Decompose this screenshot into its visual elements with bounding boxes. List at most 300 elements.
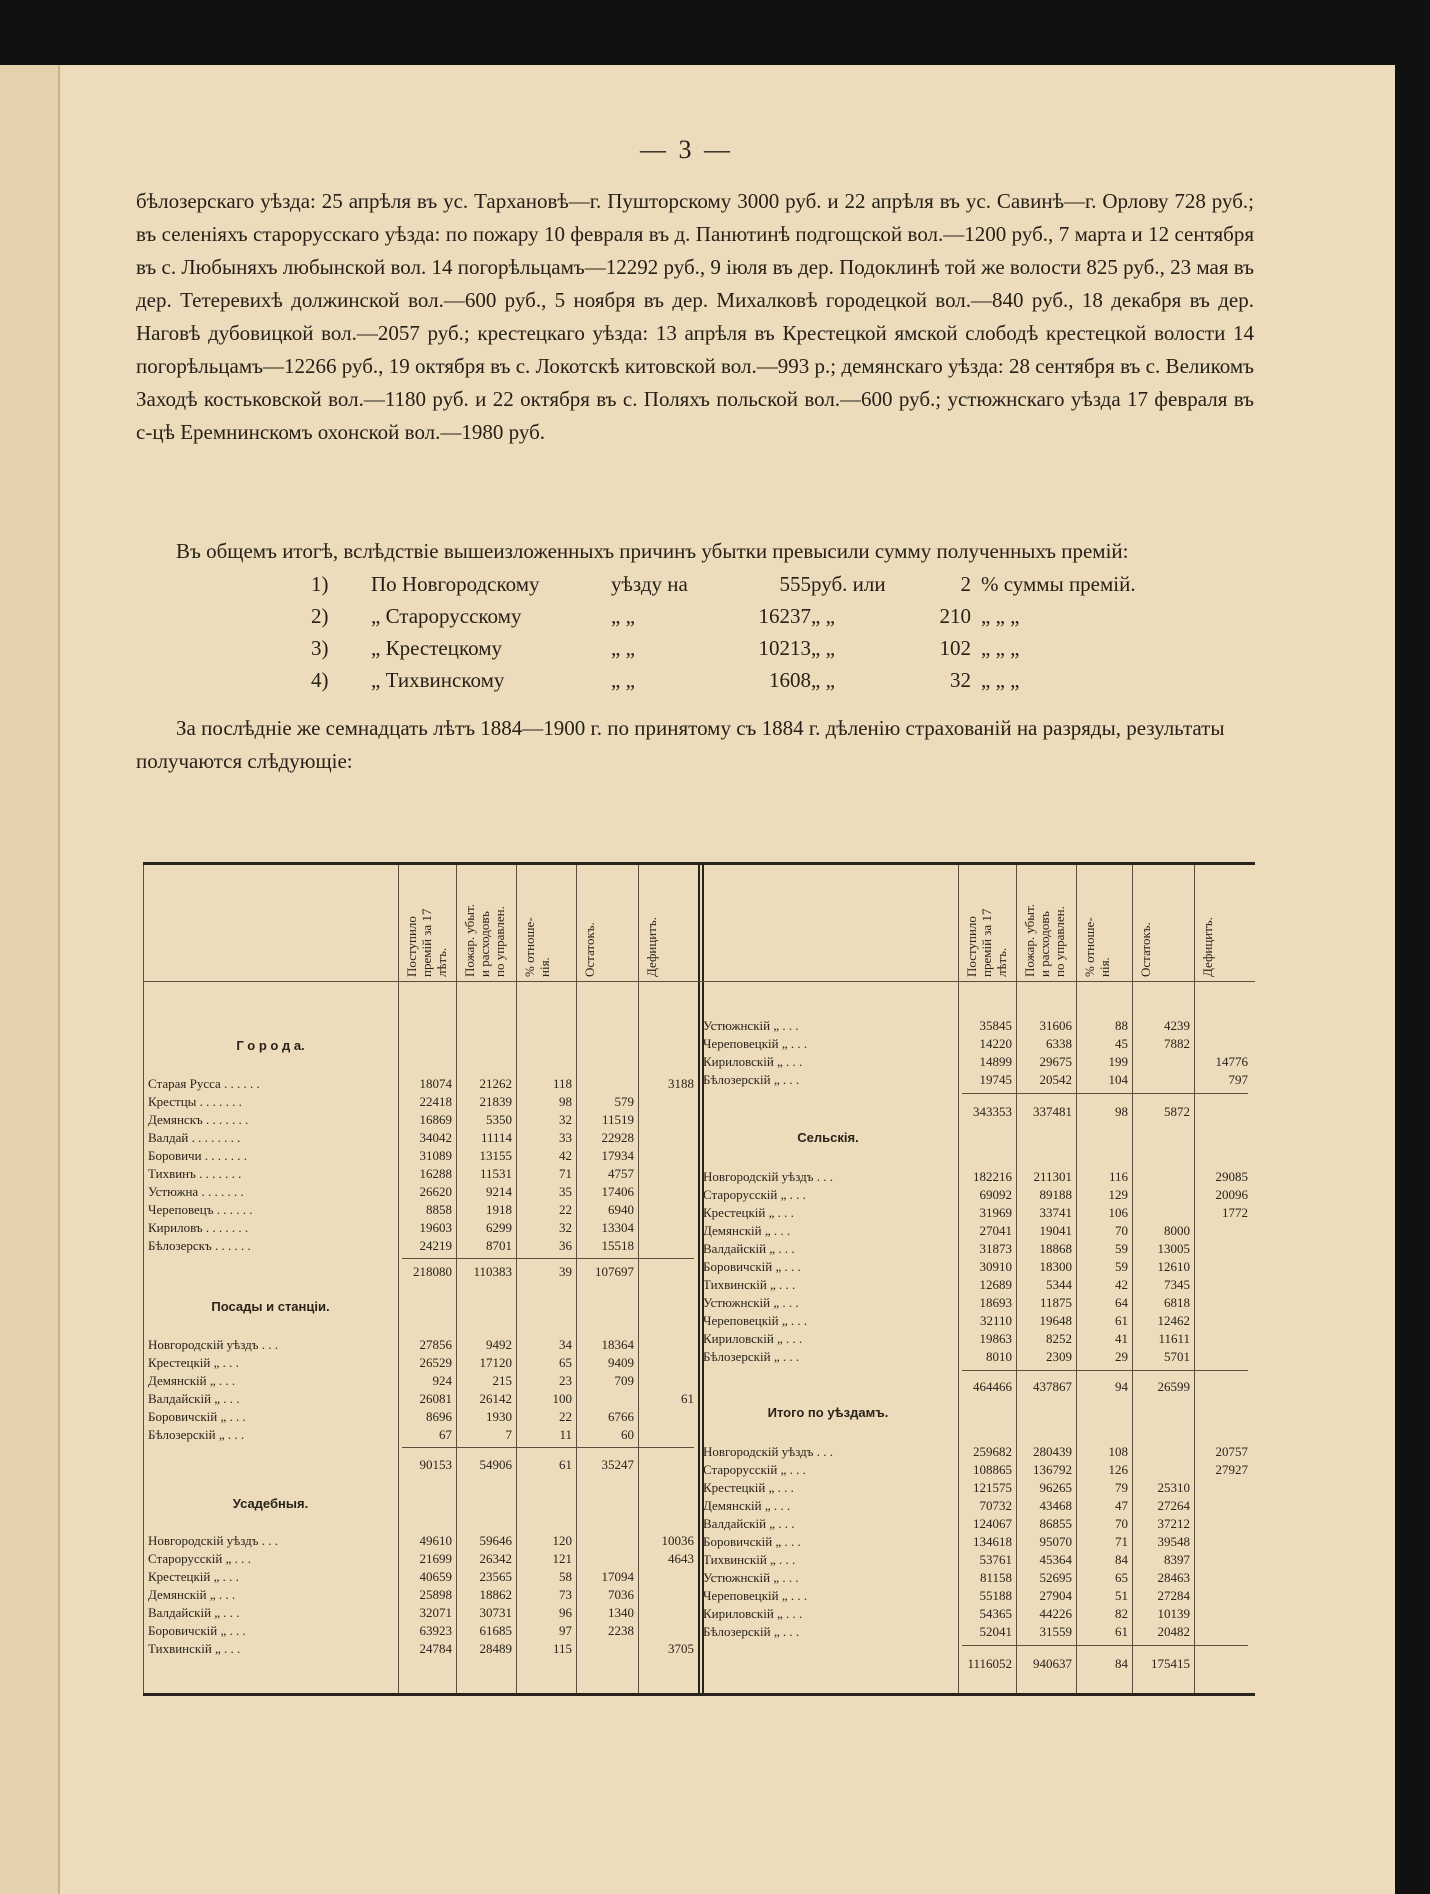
section-heading: Усадебныя.	[232, 1496, 309, 1511]
cell-value: 45	[1115, 1036, 1128, 1051]
row-label: Валдай . . . . . . . .	[148, 1130, 241, 1145]
cell-value: 44226	[1039, 1606, 1072, 1621]
total-row	[148, 1456, 695, 1474]
cell-value: 61	[681, 1391, 694, 1406]
cell-value: 18074	[419, 1076, 452, 1091]
cell-value: 22	[559, 1409, 572, 1424]
cell-value: 17120	[479, 1355, 512, 1370]
row-label: Череповецкій „ . . .	[703, 1313, 808, 1328]
summary-amount: 10213	[758, 636, 811, 660]
cell-value: 28489	[479, 1641, 512, 1656]
cell-value: 59	[1115, 1241, 1128, 1256]
summary-pct: 2	[960, 572, 971, 596]
cell-value: 6940	[608, 1202, 634, 1217]
cell-value: 8696	[426, 1409, 452, 1424]
cell-value: 13155	[479, 1148, 512, 1163]
cell-value: 259682	[973, 1444, 1012, 1459]
cell-value: 34	[559, 1337, 572, 1352]
paragraph-1	[136, 185, 1254, 449]
cell-value: 20542	[1039, 1072, 1072, 1087]
table-row	[703, 1461, 1249, 1479]
summary-w2: „ „	[811, 668, 835, 692]
cell-value: 88	[1115, 1018, 1128, 1033]
cell-value: 6766	[608, 1409, 634, 1424]
table-row	[703, 1222, 1249, 1240]
cell-value: 24784	[419, 1641, 452, 1656]
column-header: Дефицитъ.	[644, 917, 659, 977]
cell-value: 43468	[1039, 1498, 1072, 1513]
cell-value: 28463	[1157, 1570, 1190, 1585]
column-header: Поступило премій за 17 лѣтъ.	[964, 908, 1009, 977]
cell-value: 3705	[668, 1641, 694, 1656]
cell-value: 10036	[661, 1533, 694, 1548]
summary-w2: „ „	[811, 636, 835, 660]
cell-value: 89188	[1039, 1187, 1072, 1202]
cell-value: 11	[559, 1427, 572, 1442]
cell-value: 11611	[1158, 1331, 1190, 1346]
summary-pct: 102	[939, 636, 971, 660]
table-row	[703, 1204, 1249, 1222]
total-row	[148, 1263, 695, 1281]
cell-value: 39	[559, 1264, 572, 1279]
cell-value: 25898	[419, 1587, 452, 1602]
cell-value: 63923	[419, 1623, 452, 1638]
cell-value: 95070	[1039, 1534, 1072, 1549]
table-row	[703, 1533, 1249, 1551]
cell-value: 27284	[1157, 1588, 1190, 1603]
cell-value: 2238	[608, 1623, 634, 1638]
cell-value: 218080	[413, 1264, 452, 1279]
table-row	[148, 1586, 695, 1604]
cell-value: 940637	[1033, 1656, 1072, 1671]
cell-value: 79	[1115, 1480, 1128, 1495]
subtotal-rule	[962, 1370, 1248, 1371]
cell-value: 31559	[1039, 1624, 1072, 1639]
row-label: Устюжнскій „ . . .	[703, 1018, 799, 1033]
column-rule	[143, 865, 144, 1693]
table-row	[148, 1201, 695, 1219]
subtotal-rule	[962, 1093, 1248, 1094]
column-header: Остатокъ.	[582, 922, 597, 977]
cell-value: 6338	[1046, 1036, 1072, 1051]
cell-value: 5701	[1164, 1349, 1190, 1364]
cell-value: 5344	[1046, 1277, 1072, 1292]
summary-w3: „ „ „	[981, 636, 1020, 660]
cell-value: 26342	[479, 1551, 512, 1566]
cell-value: 81158	[979, 1570, 1012, 1585]
cell-value: 6299	[486, 1220, 512, 1235]
row-label: Новгородскій уѣздъ . . .	[148, 1337, 278, 1352]
cell-value: 8000	[1164, 1223, 1190, 1238]
row-label: Бѣлозерскій „ . . .	[148, 1427, 245, 1442]
table-row	[148, 1568, 695, 1586]
summary-uezd: По Новгородскому	[371, 572, 540, 596]
cell-value: 108865	[973, 1462, 1012, 1477]
table-row	[148, 1336, 695, 1354]
table-row	[703, 1587, 1249, 1605]
cell-value: 18364	[601, 1337, 634, 1352]
header-rule	[143, 981, 1255, 982]
table-row	[148, 1622, 695, 1640]
cell-value: 116	[1108, 1169, 1128, 1184]
cell-value: 27264	[1157, 1498, 1190, 1513]
cell-value: 7882	[1164, 1036, 1190, 1051]
table-row	[703, 1479, 1249, 1497]
summary-row	[311, 600, 1254, 632]
cell-value: 35	[559, 1184, 572, 1199]
column-header: % отноше- нія.	[1082, 917, 1112, 977]
cell-value: 20757	[1215, 1444, 1248, 1459]
cell-value: 118	[552, 1076, 572, 1091]
cell-value: 8252	[1046, 1331, 1072, 1346]
table-row	[148, 1640, 695, 1658]
cell-value: 29085	[1215, 1169, 1248, 1184]
cell-value: 19863	[979, 1331, 1012, 1346]
table-row	[703, 1443, 1249, 1461]
row-label: Боровичскій „ . . .	[148, 1623, 246, 1638]
cell-value: 21262	[479, 1076, 512, 1091]
summary-amount: 555	[779, 572, 811, 596]
cell-value: 13005	[1157, 1241, 1190, 1256]
cell-value: 65	[559, 1355, 572, 1370]
table-row	[703, 1017, 1249, 1035]
cell-value: 124067	[973, 1516, 1012, 1531]
cell-value: 134618	[973, 1534, 1012, 1549]
cell-value: 30731	[479, 1605, 512, 1620]
table-row	[148, 1075, 695, 1093]
cell-value: 96	[559, 1605, 572, 1620]
section-heading: Итого по уѣздамъ.	[767, 1405, 889, 1420]
table-row	[148, 1111, 695, 1129]
cell-value: 11114	[480, 1130, 512, 1145]
summary-list	[136, 568, 1254, 696]
cell-value: 14776	[1215, 1054, 1248, 1069]
cell-value: 25310	[1157, 1480, 1190, 1495]
row-label: Крестецкій „ . . .	[148, 1355, 239, 1370]
cell-value: 35845	[979, 1018, 1012, 1033]
summary-w2: руб. или	[811, 572, 886, 596]
cell-value: 1340	[608, 1605, 634, 1620]
row-label: Тихвинъ . . . . . . .	[148, 1166, 242, 1181]
cell-value: 1772	[1222, 1205, 1248, 1220]
cell-value: 55188	[979, 1588, 1012, 1603]
table-row	[703, 1551, 1249, 1569]
cell-value: 32	[559, 1112, 572, 1127]
table-row	[148, 1147, 695, 1165]
table-row	[148, 1426, 695, 1444]
summary-w3: % суммы премій.	[981, 572, 1136, 596]
cell-value: 215	[492, 1373, 512, 1388]
summary-w1: „ „	[611, 668, 635, 692]
cell-value: 98	[1115, 1104, 1128, 1119]
row-label: Старая Русса . . . . . .	[148, 1076, 260, 1091]
cell-value: 65	[1115, 1570, 1128, 1585]
row-label: Бѣлозерскій „ . . .	[703, 1349, 800, 1364]
cell-value: 18868	[1039, 1241, 1072, 1256]
cell-value: 121575	[973, 1480, 1012, 1495]
summary-w3: „ „ „	[981, 668, 1020, 692]
cell-value: 17406	[601, 1184, 634, 1199]
row-label: Боровичскій „ . . .	[703, 1259, 801, 1274]
subtotal-rule	[402, 1447, 694, 1448]
table-row	[703, 1240, 1249, 1258]
table-row	[148, 1219, 695, 1237]
row-label: Боровичи . . . . . . .	[148, 1148, 248, 1163]
cell-value: 129	[1108, 1187, 1128, 1202]
cell-value: 12462	[1157, 1313, 1190, 1328]
cell-value: 90153	[419, 1457, 452, 1472]
row-label: Новгородскій уѣздъ . . .	[148, 1533, 278, 1548]
cell-value: 84	[1115, 1656, 1128, 1671]
row-label: Новгородскій уѣздъ . . .	[703, 1169, 833, 1184]
summary-n: 3)	[311, 636, 329, 660]
cell-value: 22418	[419, 1094, 452, 1109]
cell-value: 16869	[419, 1112, 452, 1127]
column-header: Пожар. убыт. и расходовъ по управлен.	[1022, 904, 1067, 977]
cell-value: 21839	[479, 1094, 512, 1109]
cell-value: 29	[1115, 1349, 1128, 1364]
row-label: Старорусскій „ . . .	[148, 1551, 251, 1566]
cell-value: 36	[559, 1238, 572, 1253]
cell-value: 5872	[1164, 1104, 1190, 1119]
cell-value: 126	[1108, 1462, 1128, 1477]
summary-n: 4)	[311, 668, 329, 692]
cell-value: 4239	[1164, 1018, 1190, 1033]
cell-value: 34042	[419, 1130, 452, 1145]
table-row	[148, 1129, 695, 1147]
table-row	[703, 1294, 1249, 1312]
cell-value: 18693	[979, 1295, 1012, 1310]
row-label: Бѣлозерскій „ . . .	[703, 1624, 800, 1639]
row-label: Боровичскій „ . . .	[703, 1534, 801, 1549]
row-label: Крестецкій „ . . .	[703, 1205, 794, 1220]
row-label: Демянскій „ . . .	[703, 1498, 791, 1513]
page-number: — 3 —	[640, 135, 733, 164]
row-label: Валдайскій „ . . .	[703, 1516, 795, 1531]
cell-value: 31873	[979, 1241, 1012, 1256]
summary-uezd: „ Крестецкому	[371, 636, 503, 660]
column-header: Остатокъ.	[1138, 922, 1153, 977]
cell-value: 100	[552, 1391, 572, 1406]
cell-value: 437867	[1033, 1379, 1072, 1394]
row-label: Устюжна . . . . . . .	[148, 1184, 244, 1199]
row-label: Крестецкій „ . . .	[148, 1569, 239, 1584]
cell-value: 15518	[601, 1238, 634, 1253]
cell-value: 108	[1108, 1444, 1128, 1459]
cell-value: 11519	[601, 1112, 634, 1127]
summary-pct: 32	[950, 668, 971, 692]
cell-value: 53761	[979, 1552, 1012, 1567]
cell-value: 39548	[1157, 1534, 1190, 1549]
row-label: Крестцы . . . . . . .	[148, 1094, 242, 1109]
paragraph-3-text: За послѣдніе же семнадцать лѣтъ 1884—1900 г. по принятому съ 1884 г. дѣленію страхованій на разряды, результаты получаются слѣдующіе:	[136, 716, 1225, 773]
table-row	[148, 1093, 695, 1111]
summary-n: 1)	[311, 572, 329, 596]
row-label: Валдайскій „ . . .	[703, 1241, 795, 1256]
cell-value: 199	[1108, 1054, 1128, 1069]
cell-value: 23	[559, 1373, 572, 1388]
cell-value: 31089	[419, 1148, 452, 1163]
summary-block	[136, 535, 1254, 696]
table-row	[703, 1258, 1249, 1276]
table-row	[703, 1515, 1249, 1533]
summary-uezd: „ Старорусскому	[371, 604, 522, 628]
table-row	[148, 1354, 695, 1372]
summary-w1: „ „	[611, 636, 635, 660]
table-row	[703, 1623, 1249, 1641]
table-row	[148, 1183, 695, 1201]
cell-value: 59646	[479, 1533, 512, 1548]
cell-value: 82	[1115, 1606, 1128, 1621]
cell-value: 67	[439, 1427, 452, 1442]
row-label: Валдайскій „ . . .	[148, 1605, 240, 1620]
cell-value: 7	[505, 1427, 512, 1442]
cell-value: 11531	[479, 1166, 512, 1181]
cell-value: 49610	[419, 1533, 452, 1548]
cell-value: 464466	[973, 1379, 1012, 1394]
row-label: Демянскій „ . . .	[703, 1223, 791, 1238]
row-label: Устюжнскій „ . . .	[703, 1570, 799, 1585]
cell-value: 19041	[1039, 1223, 1072, 1238]
cell-value: 337481	[1033, 1104, 1072, 1119]
cell-value: 17934	[601, 1148, 634, 1163]
summary-n: 2)	[311, 604, 329, 628]
cell-value: 26142	[479, 1391, 512, 1406]
cell-value: 2309	[1046, 1349, 1072, 1364]
cell-value: 71	[1115, 1534, 1128, 1549]
row-label: Череповецкій „ . . .	[703, 1588, 808, 1603]
paragraph-2-text: Въ общемъ итогѣ, вслѣдствіе вышеизложенныхъ причинъ убытки превысили сумму полученныхъ премій:	[176, 539, 1129, 563]
row-label: Новгородскій уѣздъ . . .	[703, 1444, 833, 1459]
cell-value: 37212	[1157, 1516, 1190, 1531]
cell-value: 709	[614, 1373, 634, 1388]
row-label: Устюжнскій „ . . .	[703, 1295, 799, 1310]
cell-value: 27041	[979, 1223, 1012, 1238]
summary-row	[311, 568, 1254, 600]
cell-value: 32110	[979, 1313, 1012, 1328]
cell-value: 26599	[1157, 1379, 1190, 1394]
row-label: Кириловскій „ . . .	[703, 1054, 803, 1069]
cell-value: 32	[559, 1220, 572, 1235]
cell-value: 8010	[986, 1349, 1012, 1364]
summary-pct: 210	[939, 604, 971, 628]
table-row	[703, 1312, 1249, 1330]
cell-value: 8701	[486, 1238, 512, 1253]
column-header: Пожар. убыт. и расходовъ по управлен.	[462, 904, 507, 977]
summary-uezd: „ Тихвинскому	[371, 668, 505, 692]
total-row	[703, 1103, 1249, 1121]
row-label: Бѣлозерскій „ . . .	[703, 1072, 800, 1087]
cell-value: 69092	[979, 1187, 1012, 1202]
cell-value: 115	[552, 1641, 572, 1656]
table-row	[703, 1569, 1249, 1587]
cell-value: 21699	[419, 1551, 452, 1566]
column-header: Поступило премій за 17 лѣтъ.	[404, 908, 449, 977]
table-row	[148, 1532, 695, 1550]
cell-value: 29675	[1039, 1054, 1072, 1069]
cell-value: 30910	[979, 1259, 1012, 1274]
cell-value: 19603	[419, 1220, 452, 1235]
table-row	[703, 1071, 1249, 1089]
table-row	[148, 1408, 695, 1426]
book-page	[0, 65, 1395, 1894]
previous-page-edge	[0, 65, 60, 1894]
cell-value: 33	[559, 1130, 572, 1145]
cell-value: 14220	[979, 1036, 1012, 1051]
row-label: Старорусскій „ . . .	[703, 1462, 806, 1477]
cell-value: 61	[559, 1457, 572, 1472]
cell-value: 120	[552, 1533, 572, 1548]
cell-value: 26081	[419, 1391, 452, 1406]
cell-value: 31606	[1039, 1018, 1072, 1033]
cell-value: 71	[559, 1166, 572, 1181]
total-row	[703, 1655, 1249, 1673]
row-label: Валдайскій „ . . .	[148, 1391, 240, 1406]
table-row	[703, 1168, 1249, 1186]
table-row	[148, 1165, 695, 1183]
cell-value: 60	[621, 1427, 634, 1442]
column-header: % отноше- нія.	[522, 917, 552, 977]
cell-value: 1116052	[967, 1656, 1012, 1671]
cell-value: 4643	[668, 1551, 694, 1566]
cell-value: 96265	[1039, 1480, 1072, 1495]
cell-value: 8858	[426, 1202, 452, 1217]
cell-value: 4757	[608, 1166, 634, 1181]
cell-value: 104	[1108, 1072, 1128, 1087]
summary-w3: „ „ „	[981, 604, 1020, 628]
row-label: Старорусскій „ . . .	[703, 1187, 806, 1202]
cell-value: 54365	[979, 1606, 1012, 1621]
cell-value: 59	[1115, 1259, 1128, 1274]
summary-w1: уѣзду на	[611, 572, 688, 596]
cell-value: 6818	[1164, 1295, 1190, 1310]
row-label: Череповецъ . . . . . .	[148, 1202, 253, 1217]
section-heading: Посады и станціи.	[211, 1299, 330, 1314]
cell-value: 70732	[979, 1498, 1012, 1513]
cell-value: 121	[552, 1551, 572, 1566]
table-row	[703, 1186, 1249, 1204]
cell-value: 52041	[979, 1624, 1012, 1639]
cell-value: 61685	[479, 1623, 512, 1638]
cell-value: 5350	[486, 1112, 512, 1127]
table-row	[148, 1237, 695, 1255]
cell-value: 94	[1115, 1379, 1128, 1394]
row-label: Тихвинскій „ . . .	[703, 1277, 796, 1292]
summary-amount: 16237	[758, 604, 811, 628]
cell-value: 16288	[419, 1166, 452, 1181]
cell-value: 107697	[595, 1264, 634, 1279]
cell-value: 97	[559, 1623, 572, 1638]
cell-value: 12689	[979, 1277, 1012, 1292]
cell-value: 797	[1228, 1072, 1248, 1087]
cell-value: 51	[1115, 1588, 1128, 1603]
cell-value: 19745	[979, 1072, 1012, 1087]
cell-value: 20096	[1215, 1187, 1248, 1202]
cell-value: 35247	[601, 1457, 634, 1472]
cell-value: 42	[559, 1148, 572, 1163]
cell-value: 70	[1115, 1223, 1128, 1238]
cell-value: 19648	[1039, 1313, 1072, 1328]
cell-value: 26529	[419, 1355, 452, 1370]
cell-value: 84	[1115, 1552, 1128, 1567]
section-heading: Сельскія.	[797, 1130, 859, 1145]
table-row	[148, 1372, 695, 1390]
cell-value: 22928	[601, 1130, 634, 1145]
cell-value: 579	[614, 1094, 634, 1109]
cell-value: 24219	[419, 1238, 452, 1253]
paragraph-3	[136, 712, 1254, 778]
cell-value: 8397	[1164, 1552, 1190, 1567]
